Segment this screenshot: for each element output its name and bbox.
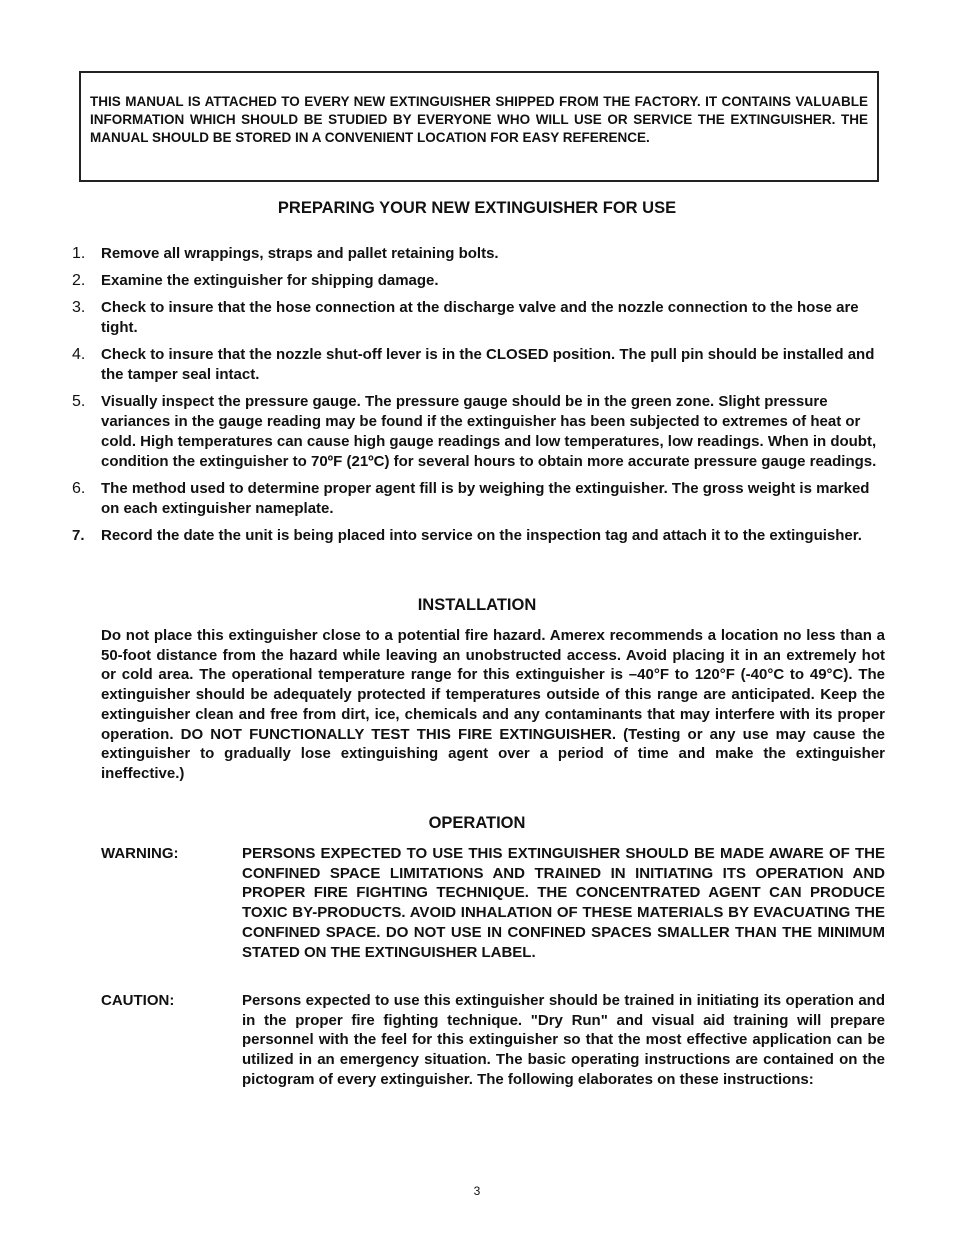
operation-heading: OPERATION	[428, 814, 526, 832]
step-text: Check to insure that the hose connection at the discharge valve and the nozzle connection to the hose are tight.	[101, 299, 859, 336]
step-text: Check to insure that the nozzle shut-off lever is in the CLOSED position. The pull pin should be installed and the tamper seal intact.	[101, 346, 875, 383]
warning-block	[101, 844, 885, 962]
preparing-heading: PREPARING YOUR NEW EXTINGUISHER FOR USE	[277, 199, 677, 217]
installation-text: Do not place this extinguisher close to a potential fire hazard. Amerex recommends a location no less than a 50-foot distance from the hazard while leaving an unobstructed access. Avoid placing it in an extremely hot or cold area. The operational temperature range for this extinguisher is –40°F to 120°F (-40°C to 49°C). The extinguisher should be adequately protected if temperatures outside of this range are anticipated. Keep the extinguisher clean and free from dirt, ice, chemicals and any contaminants that may interfere with its proper operation. DO NOT FUNCTIONALLY TEST THIS FIRE EXTINGUISHER. (Testing or any use may cause the extinguisher to gradually lose extinguishing agent over a period of time and make the extinguisher ineffective.)	[101, 627, 885, 782]
list-item	[72, 392, 887, 472]
list-item	[72, 298, 887, 338]
step-number: 1.	[72, 245, 86, 262]
list-item	[72, 345, 887, 385]
step-number: 3.	[72, 299, 86, 316]
warning-text: PERSONS EXPECTED TO USE THIS EXTINGUISHER SHOULD BE MADE AWARE OF THE CONFINED SPACE LIMITATIONS AND TRAINED IN INITIATING ITS OPERATION AND PROPER FIRE FIGHTING TECHNIQUE. THE CONCENTRATED AGENT CAN PRODUCE TOXIC BY-PRODUCTS. AVOID INHALATION OF THESE MATERIALS BY EVACUATING THE CONFINED SPACE. DO NOT USE IN CONFINED SPACES SMALLER THAN THE MINIMUM STATED ON THE EXTINGUISHER LABEL.	[242, 845, 885, 961]
list-item	[72, 526, 887, 546]
step-text: Examine the extinguisher for shipping damage.	[101, 272, 439, 289]
step-number: 7.	[72, 527, 85, 544]
list-item	[72, 271, 887, 291]
installation-heading: INSTALLATION	[417, 596, 537, 614]
manual-notice-text: THIS MANUAL IS ATTACHED TO EVERY NEW EXTINGUISHER SHIPPED FROM THE FACTORY. IT CONTAINS VALUABLE INFORMATION WHICH SHOULD BE STUDIED BY EVERYONE WHO WILL USE OR SERVICE THE EXTINGUISHER. THE MANUAL SHOULD BE STORED IN A CONVENIENT LOCATION FOR EASY REFERENCE.	[90, 94, 868, 145]
step-number: 4.	[72, 346, 86, 363]
step-text: Record the date the unit is being placed into service on the inspection tag and attach it to the extinguisher.	[101, 527, 862, 544]
manual-notice-box	[79, 71, 879, 182]
step-text: Visually inspect the pressure gauge. The pressure gauge should be in the green zone. Slight pressure variances in the gauge reading may be found if the extinguisher has been subjected to extremes of heat or cold. High temperatures can cause high gauge readings and low temperatures, low readings. When in doubt, condition the extinguisher to 70ºF (21ºC) for several hours to obtain more accurate pressure gauge readings.	[101, 393, 877, 470]
caution-block	[101, 991, 885, 1090]
list-item	[72, 244, 887, 264]
preparing-steps-list	[72, 244, 887, 553]
warning-label: WARNING:	[101, 845, 179, 862]
step-number: 6.	[72, 480, 86, 497]
caution-label: CAUTION:	[101, 992, 175, 1009]
step-number: 2.	[72, 272, 86, 289]
step-number: 5.	[72, 393, 86, 410]
step-text: Remove all wrappings, straps and pallet retaining bolts.	[101, 245, 499, 262]
list-item	[72, 479, 887, 519]
page-number: 3	[473, 1184, 481, 1198]
caution-text: Persons expected to use this extinguisher should be trained in initiating its operation and in the proper fire fighting technique. "Dry Run" and visual aid training will prepare personnel with the feel for this extinguisher so that the most effective application can be utilized in an emergency situation. The basic operating instructions are contained on the pictogram of every extinguisher. The following elaborates on these instructions:	[242, 992, 885, 1088]
step-text: The method used to determine proper agent fill is by weighing the extinguisher. The gross weight is marked on each extinguisher nameplate.	[101, 480, 870, 517]
